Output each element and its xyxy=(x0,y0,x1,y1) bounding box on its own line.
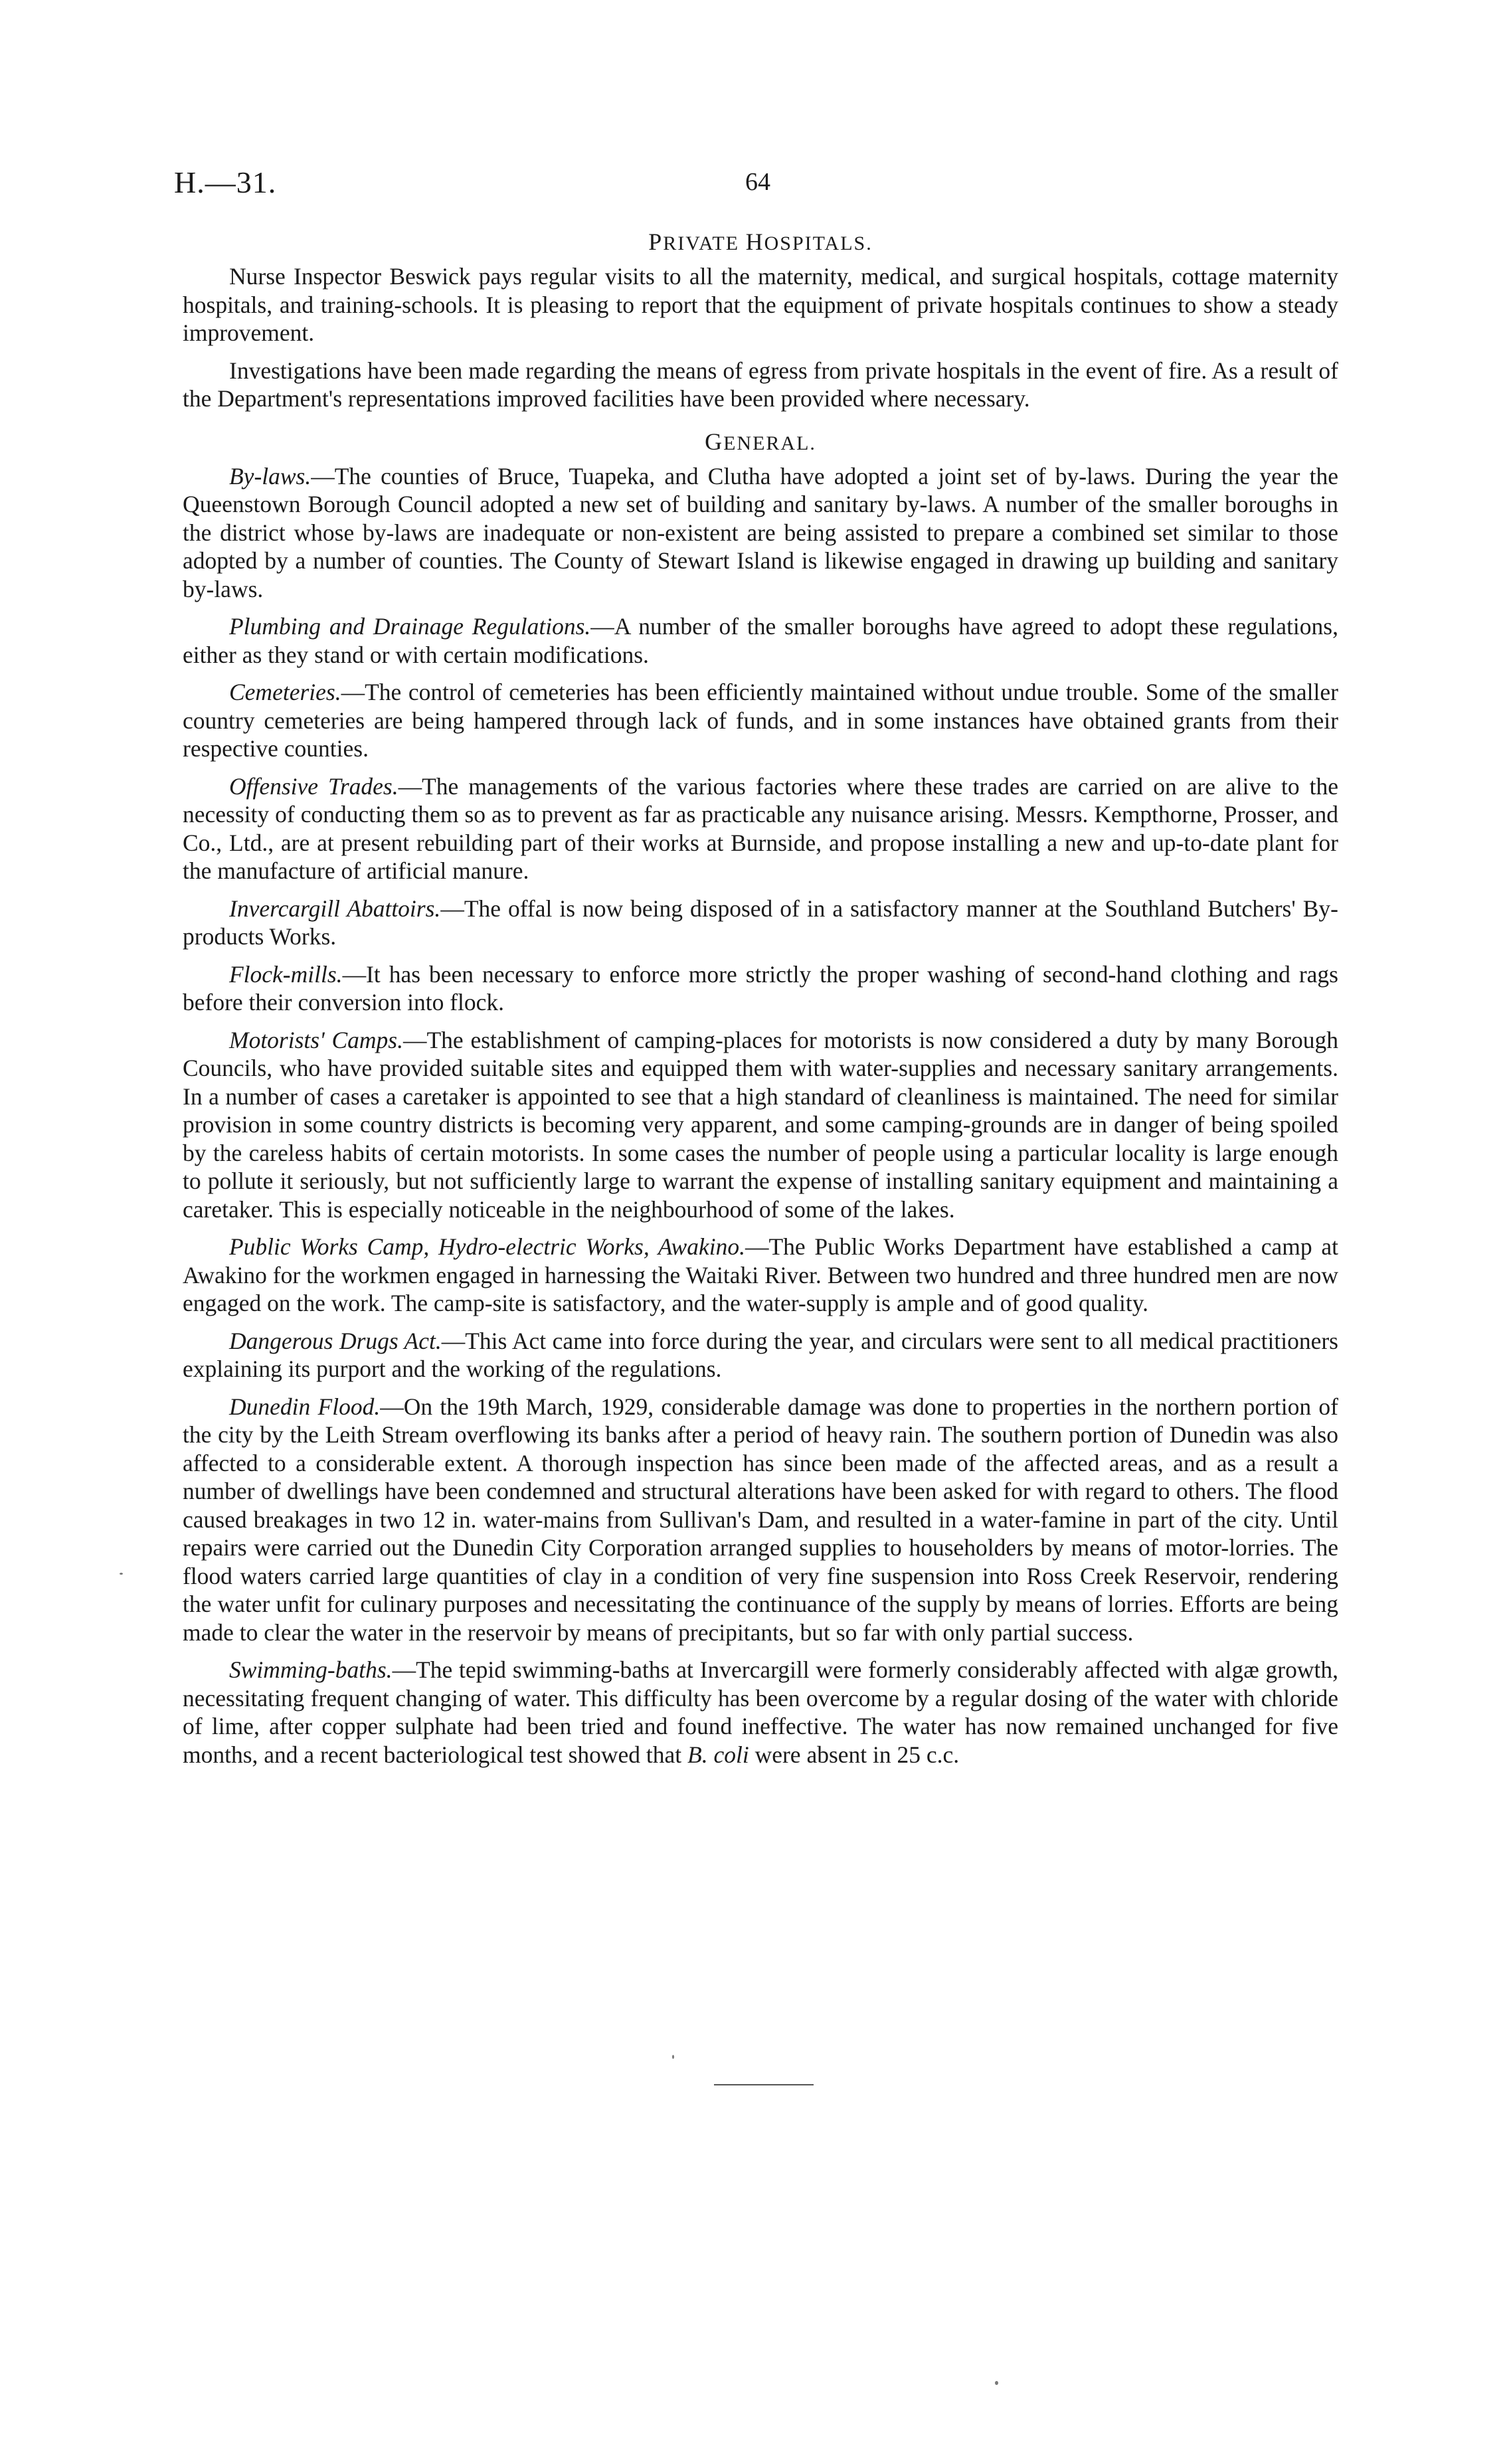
paragraph-invercargill-abattoirs: Invercargill Abattoirs.—The offal is now being disposed of in a satisfactory manner at the Southland Butchers' By-products Works. xyxy=(183,895,1338,950)
paragraph-offensive-trades: Offensive Trades.—The managements of the various factories where these trades are carried on are alive to the necessity of conducting them so as to prevent as far as practicable any nuisance arising. Messrs. Kempthorne, Prosser, and Co., Ltd., are at present rebuilding part of their works at Burnside, and propose installing a new and up-to-date plant for the manufacture of artificial manure. xyxy=(183,772,1338,884)
paragraph-lead: Invercargill Abattoirs. xyxy=(229,895,441,922)
paragraph-lead: Cemeteries. xyxy=(229,679,341,705)
paragraph-lead: Dangerous Drugs Act. xyxy=(229,1327,442,1354)
paragraph-lead: Swimming-baths. xyxy=(229,1656,393,1683)
page-number: 64 xyxy=(745,168,770,196)
paragraph-lead: By-laws. xyxy=(229,462,311,489)
paragraph-dunedin-flood: Dunedin Flood.—On the 19th March, 1929, considerable damage was done to properties in the northern portion of the city by the Leith Stream overflowing its banks after a period of heavy rain. The southern portion of Dunedin was also affected to a considerable extent. A thorough inspection has since been made of the affected areas, and as a result a number of dwellings have been condemned and structural alterations have been asked for with regard to others. The flood caused breakages in two 12 in. water-mains from Sullivan's Dam, and resulted in a water-famine in part of the city. Until repairs were carried out the Dunedin City Corporation arranged supplies to householders by means of motor-lorries. The flood waters carried large quantities of clay in a condition of very fine suspension into Ross Creek Reservoir, rendering the water unfit for culinary purposes and necessitating the continuance of the supply by means of lorries. Efforts are being made to clear the water in the reservoir by means of precipitants, but so far with only partial success. xyxy=(183,1393,1338,1646)
paragraph-lead: Motorists' Camps. xyxy=(229,1026,403,1053)
paragraph-lead: Flock-mills. xyxy=(229,960,343,988)
paragraph-dangerous-drugs-act: Dangerous Drugs Act.—This Act came into force during the year, and circulars were sent to all medical practitioners explaining its purport and the working of the regulations. xyxy=(183,1327,1338,1382)
paragraph-egress-investigations: Investigations have been made regarding the means of egress from private hospitals in the event of fire. As a result of the Department's representations improved facilities have been provided where necessary. xyxy=(183,357,1338,412)
scan-speck xyxy=(995,2381,998,2385)
species-name: B. coli xyxy=(687,1741,749,1768)
scan-speck xyxy=(120,1573,123,1575)
section-heading-general: GENERAL. xyxy=(705,428,816,455)
paragraph-lead: Offensive Trades. xyxy=(229,772,399,800)
paragraph-lead: Plumbing and Drainage Regulations. xyxy=(229,613,591,640)
document-body xyxy=(183,222,1338,1778)
paragraph-plumbing-drainage: Plumbing and Drainage Regulations.—A number of the smaller boroughs have agreed to adopt these regulations, either as they stand or with certain modifications. xyxy=(183,613,1338,668)
paragraph-by-laws: By-laws.—The counties of Bruce, Tuapeka, and Clutha have adopted a joint set of by-laws. During the year the Queenstown Borough Council adopted a new set of building and sanitary by-laws. A number of the smaller boroughs in the district whose by-laws are inadequate or non-existent are being assisted to prepare a combined set similar to those adopted by a number of counties. The County of Stewart Island is likewise engaged in drawing up building and sanitary by-laws. xyxy=(183,462,1338,602)
paragraph-public-works-camp: Public Works Camp, Hydro-electric Works, Awakino.—The Public Works Department have established a camp at Awakino for the workmen engaged in harnessing the Waitaki River. Between two hundred and three hundred men are now engaged on the work. The camp-site is satisfactory, and the water-supply is ample and of good quality. xyxy=(183,1233,1338,1316)
paragraph-nurse-inspector: Nurse Inspector Beswick pays regular visits to all the maternity, medical, and surgical hospitals, cottage maternity hospitals, and training-schools. It is pleasing to report that the equipment of private hospitals continues to show a steady improvement. xyxy=(183,263,1338,346)
paragraph-lead: Public Works Camp, Hydro-electric Works, Awakino. xyxy=(229,1233,745,1260)
section-heading-private-hospitals: PRIVATE HOSPITALS. xyxy=(648,228,873,255)
paragraph-cemeteries: Cemeteries.—The control of cemeteries has been efficiently maintained without undue trouble. Some of the smaller country cemeteries are being hampered through lack of funds, and in some instances have obtained grants from their respective counties. xyxy=(183,679,1338,762)
paragraph-lead: Dunedin Flood. xyxy=(229,1393,381,1420)
scan-speck xyxy=(672,2055,674,2059)
paragraph-flock-mills: Flock-mills.—It has been necessary to enforce more strictly the proper washing of second-hand clothing and rags before their conversion into flock. xyxy=(183,960,1338,1015)
page-header xyxy=(174,165,1343,218)
document-reference: H.—31. xyxy=(174,165,277,199)
paragraph-motorists-camps: Motorists' Camps.—The establishment of camping-places for motorists is now considered a duty by many Borough Councils, who have provided suitable sites and equipped them with water-supplies and necessary sanitary arrangements. In a number of cases a caretaker is appointed to see that a high standard of cleanliness is maintained. The need for similar provision in some country districts is becoming very apparent, and some camping-grounds are in danger of being spoiled by the careless habits of certain motorists. In some cases the number of people using a particular locality is large enough to pollute it seriously, but not sufficiently large to warrant the expense of installing sanitary equipment and maintaining a caretaker. This is especially noticeable in the neighbourhood of some of the lakes. xyxy=(183,1026,1338,1223)
end-rule xyxy=(714,2084,814,2085)
paragraph-swimming-baths: Swimming-baths.—The tepid swimming-baths at Invercargill were formerly considerably affected with algæ growth, necessitating frequent changing of water. This difficulty has been overcome by a regular dosing of the water with chloride of lime, after copper sulphate had been tried and found ineffective. The water has now remained unchanged for five months, and a recent bacteriological test showed that B. coli were absent in 25 c.c. xyxy=(183,1656,1338,1768)
